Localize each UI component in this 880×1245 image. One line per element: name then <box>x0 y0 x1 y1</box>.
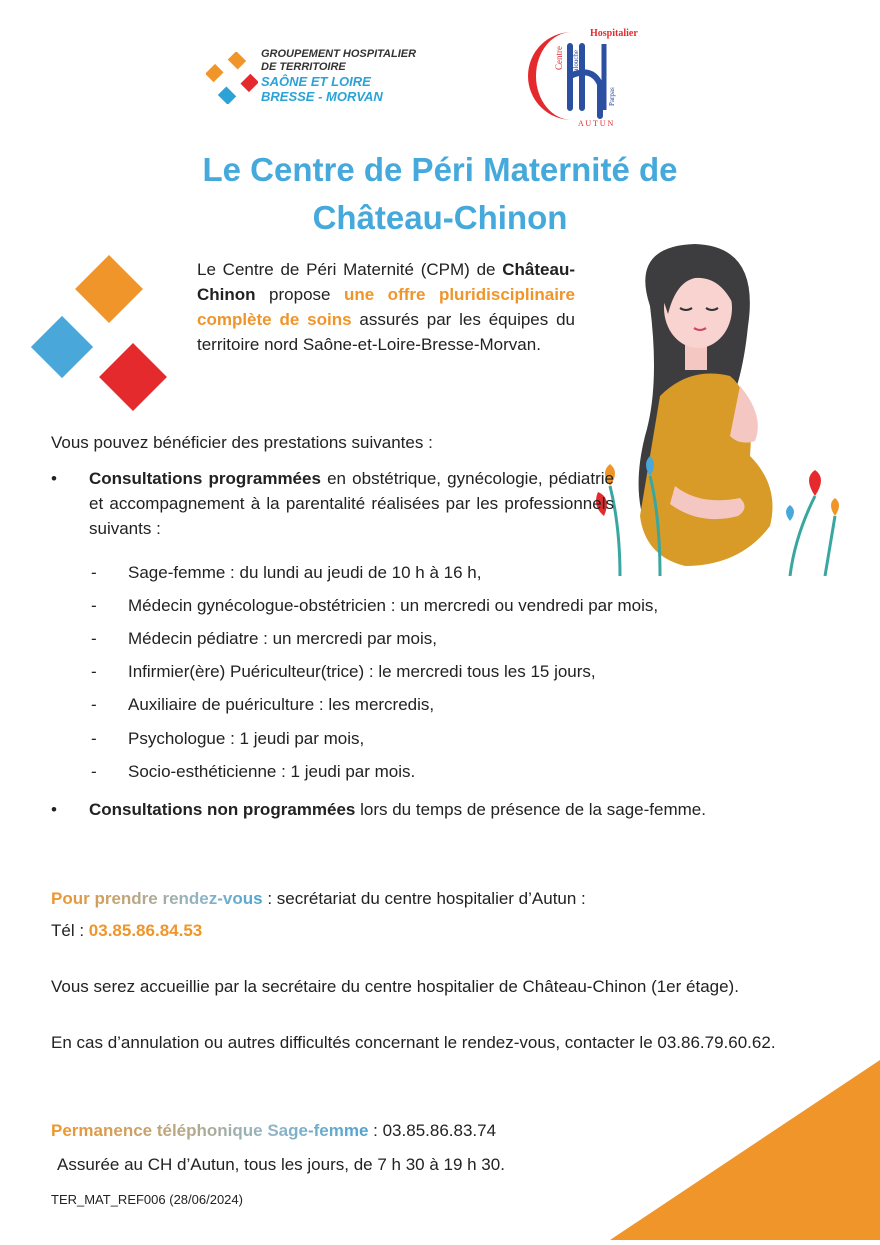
permanence-phone: : 03.85.86.83.74 <box>368 1121 497 1140</box>
list-item-text: Auxiliaire de puériculture : les mercredis, <box>128 695 435 714</box>
rdv-label: Pour prendre rendez-vous <box>51 889 263 908</box>
ght-line1: GROUPEMENT HOSPITALIER <box>261 48 417 60</box>
rdv-phone[interactable]: 03.85.86.84.53 <box>88 921 203 940</box>
title-line2: Château-Chinon <box>312 199 568 236</box>
permanence-label: Permanence téléphonique Sage-femme <box>51 1121 369 1140</box>
intro-paragraph <box>197 257 575 357</box>
list-item <box>91 593 811 618</box>
list-item-text: Infirmier(ère) Puériculteur(trice) : le mercredi tous les 15 jours, <box>128 662 596 681</box>
permanence-hours: Assurée au CH d’Autun, tous les jours, de 7 h 30 à 19 h 30. <box>57 1155 505 1174</box>
bullet-scheduled <box>51 466 811 546</box>
dash: - <box>91 662 97 681</box>
bullet2-bold: Consultations non programmées <box>89 800 356 819</box>
ght-line2: DE TERRITOIRE <box>261 61 346 73</box>
title-line1: Le Centre de Péri Maternité de <box>202 151 678 188</box>
logo-autun: A U T U N <box>578 119 614 128</box>
list-item-text: Psychologue : 1 jeudi par mois, <box>128 729 365 748</box>
dash: - <box>91 563 97 582</box>
list-item <box>91 659 811 684</box>
ght-logo-text <box>261 48 416 104</box>
bullet-unscheduled-text <box>89 797 811 822</box>
list-item <box>91 560 811 585</box>
bullet-dot: • <box>51 469 57 488</box>
list-item <box>91 626 811 651</box>
ght-line4: BRESSE - MORVAN <box>261 89 383 104</box>
intro-part3: assurés par les équipes du territoire nord Saône-et-Loire-Bresse-Morvan. <box>197 310 575 354</box>
decorative-squares <box>30 255 170 415</box>
rdv-line <box>51 886 811 911</box>
dash: - <box>91 695 97 714</box>
bullet-scheduled-text <box>89 466 614 541</box>
bullet1-text: en obstétrique, gynécologie, pédiatrie et accompagnement à la parentalité réalisées par les professionnels suivants : <box>89 469 614 538</box>
bullet1-bold: Consultations programmées <box>89 469 321 488</box>
bullet-dot: • <box>51 800 57 819</box>
list-item-text: Socio-esthéticienne : 1 jeudi par mois. <box>128 762 416 781</box>
logo-parpas: Parpas <box>608 87 616 106</box>
triangle-icon <box>610 1060 880 1240</box>
intro-highlight: une offre pluridisciplinaire complète de soins <box>197 285 575 329</box>
squares-icon <box>30 255 170 415</box>
intro-part2: propose <box>255 285 344 304</box>
bullet-unscheduled <box>51 797 811 849</box>
ght-logo-icon <box>206 52 258 104</box>
services-lead: Vous pouvez bénéficier des prestations suivantes : <box>51 433 433 452</box>
annulation-paragraph: En cas d’annulation ou autres difficultés concernant le rendez-vous, contacter le 03.86.79.60.62. <box>51 1033 776 1052</box>
tel-label: Tél : <box>51 921 89 940</box>
dash: - <box>91 729 97 748</box>
bullet2-text: lors du temps de présence de la sage-femme. <box>355 800 706 819</box>
accueil-paragraph: Vous serez accueillie par la secrétaire du centre hospitalier de Château-Chinon (1er étage). <box>51 977 739 996</box>
ch-autun-logo <box>522 26 642 130</box>
list-item-text: Sage-femme : du lundi au jeudi de 10 h à 16 h, <box>128 563 482 582</box>
logo-hospitalier: Hospitalier <box>590 28 638 39</box>
list-item <box>91 692 811 717</box>
logo-centre: Centre <box>554 46 564 70</box>
rdv-phone-line <box>51 918 811 943</box>
dash: - <box>91 629 97 648</box>
corner-triangle <box>610 1060 880 1240</box>
ght-line3: SAÔNE ET LOIRE <box>261 74 371 89</box>
dash: - <box>91 762 97 781</box>
list-item-text: Médecin gynécologue-obstétricien : un mercredi ou vendredi par mois, <box>128 596 659 615</box>
list-item-text: Médecin pédiatre : un mercredi par mois, <box>128 629 437 648</box>
rdv-text: : secrétariat du centre hospitalier d’Autun : <box>262 889 586 908</box>
dash: - <box>91 596 97 615</box>
ch-autun-logo-icon <box>522 26 642 130</box>
intro-bold: Château-Chinon <box>197 260 575 304</box>
page-title <box>0 146 880 242</box>
list-item <box>91 726 811 751</box>
document-reference: TER_MAT_REF006 (28/06/2024) <box>51 1192 243 1207</box>
list-item <box>91 759 811 784</box>
logo-lalouche: Lalouche <box>572 49 580 76</box>
intro-part1: Le Centre de Péri Maternité (CPM) de <box>197 260 503 279</box>
ght-logo <box>206 52 258 104</box>
